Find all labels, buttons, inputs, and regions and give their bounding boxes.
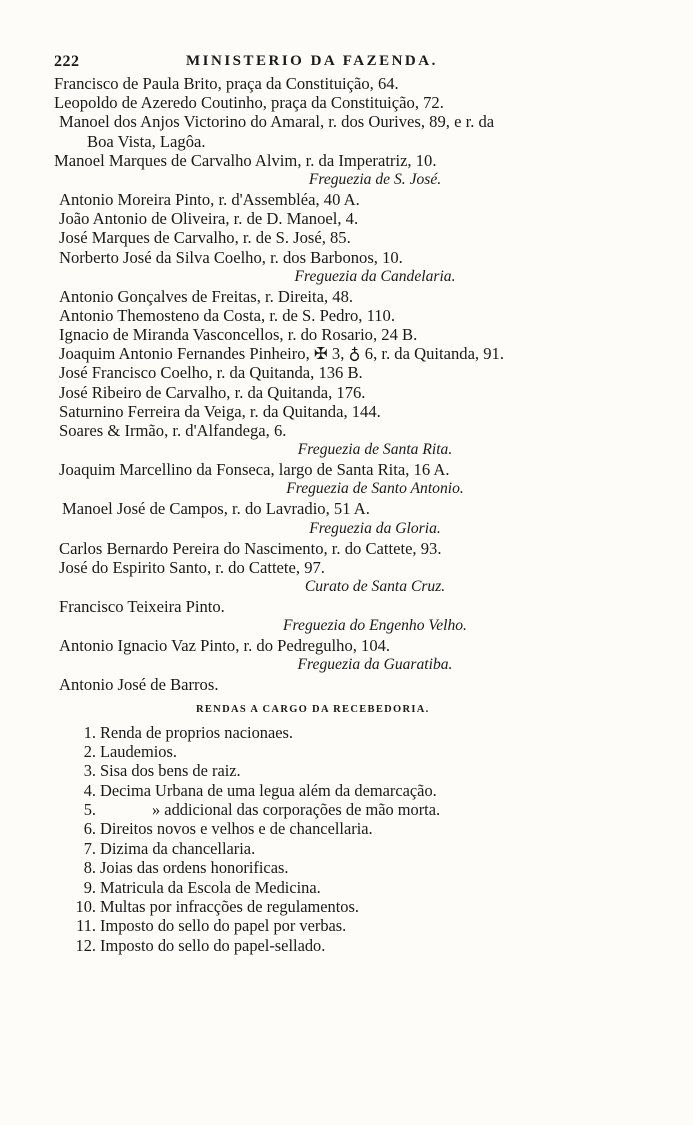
item-number: 5. bbox=[83, 800, 96, 820]
section-heading: Freguezia da Gloria. bbox=[309, 519, 441, 537]
section-guaratiba bbox=[54, 655, 666, 694]
item-text: Matricula da Escola de Medicina. bbox=[100, 877, 321, 897]
item-number: 4. bbox=[83, 780, 96, 800]
section-heading: Freguezia da Guaratiba. bbox=[297, 656, 453, 674]
item-text: Multas por infracções de regulamentos. bbox=[100, 897, 359, 917]
item-text: Direitos novos e velhos e de chancellaria. bbox=[100, 819, 373, 839]
list-item bbox=[54, 936, 666, 955]
list-item bbox=[54, 839, 666, 858]
list-item: Francisco Teixeira Pinto. bbox=[59, 596, 225, 616]
section-santa-cruz bbox=[54, 577, 666, 616]
item-number: 2. bbox=[83, 741, 96, 761]
entry-list-top bbox=[54, 74, 666, 170]
list-item: Antonio Moreira Pinto, r. d'Assembléa, 40 A. bbox=[59, 189, 360, 209]
item-number: 10. bbox=[75, 897, 96, 917]
list-item: Saturnino Ferreira da Veiga, r. da Quitanda, 144. bbox=[59, 401, 381, 421]
list-item: José Ribeiro de Carvalho, r. da Quitanda, 176. bbox=[59, 382, 366, 402]
running-title: MINISTERIO DA FAZENDA. bbox=[186, 53, 438, 69]
list-item: Leopoldo de Azeredo Coutinho, praça da Constituição, 72. bbox=[54, 93, 444, 113]
section-engenho-velho bbox=[54, 616, 666, 655]
list-item: Manoel dos Anjos Victorino do Amaral, r. dos Ourives, 89, e r. da bbox=[59, 112, 495, 132]
item-text: » addicional das corporações de mão morta. bbox=[152, 800, 441, 820]
list-item bbox=[54, 723, 666, 742]
item-text: Dizima da chancellaria. bbox=[100, 838, 256, 858]
list-item bbox=[54, 858, 666, 877]
item-text: Imposto do sello do papel por verbas. bbox=[100, 916, 347, 936]
section-heading: Freguezia do Engenho Velho. bbox=[283, 617, 467, 635]
page-number: 222 bbox=[54, 53, 80, 70]
item-text: Joias das ordens honorificas. bbox=[100, 858, 289, 878]
list-item: Joaquim Marcellino da Fonseca, largo de Santa Rita, 16 A. bbox=[59, 460, 450, 480]
item-text: Sisa dos bens de raiz. bbox=[100, 761, 241, 781]
list-item: Carlos Bernardo Pereira do Nascimento, r. do Cattete, 93. bbox=[59, 538, 442, 558]
list-item: Joaquim Antonio Fernandes Pinheiro, ✠ 3, ♁ 6, r. da Quitanda, 91. bbox=[59, 344, 504, 364]
list-item bbox=[54, 897, 666, 916]
item-text: Laudemios. bbox=[100, 741, 177, 761]
list-item: Soares & Irmão, r. d'Alfandega, 6. bbox=[59, 421, 287, 440]
item-number: 1. bbox=[83, 722, 96, 742]
item-number: 9. bbox=[83, 877, 96, 897]
list-item: Antonio Gonçalves de Freitas, r. Direita, 48. bbox=[59, 286, 354, 306]
section-candelaria bbox=[54, 267, 666, 441]
section-heading: Curato de Santa Cruz. bbox=[304, 577, 446, 595]
item-number: 8. bbox=[83, 858, 96, 878]
list-item-continuation: Boa Vista, Lagôa. bbox=[87, 131, 206, 151]
list-item: Antonio José de Barros. bbox=[59, 675, 219, 695]
section-heading: Freguezia de S. José. bbox=[308, 170, 442, 188]
item-number: 3. bbox=[83, 761, 96, 781]
list-item: Manoel José de Campos, r. do Lavradio, 51 A. bbox=[62, 499, 370, 519]
page-header bbox=[54, 53, 524, 75]
rendas-list bbox=[54, 723, 666, 956]
item-number: 7. bbox=[83, 838, 96, 858]
list-item bbox=[54, 819, 666, 838]
rendas-heading: RENDAS A CARGO DA RECEBEDORIA. bbox=[196, 703, 430, 715]
item-text: Renda de proprios nacionaes. bbox=[100, 722, 293, 742]
list-item: Antonio Themosteno da Costa, r. de S. Pedro, 110. bbox=[59, 305, 395, 325]
list-item bbox=[54, 878, 666, 897]
list-item: Ignacio de Miranda Vasconcellos, r. do Rosario, 24 B. bbox=[59, 325, 418, 345]
list-item: Antonio Ignacio Vaz Pinto, r. do Pedregulho, 104. bbox=[59, 636, 391, 656]
section-sao-jose bbox=[54, 170, 666, 267]
list-item bbox=[54, 781, 666, 800]
section-santo-antonio bbox=[54, 479, 666, 518]
list-item bbox=[54, 800, 666, 819]
item-number: 11. bbox=[76, 916, 96, 936]
list-item bbox=[54, 742, 666, 761]
list-item: José Marques de Carvalho, r. de S. José, 85. bbox=[59, 228, 351, 248]
list-item: Francisco de Paula Brito, praça da Constituição, 64. bbox=[54, 74, 399, 93]
section-heading: Freguezia de Santo Antonio. bbox=[286, 480, 464, 498]
list-item: José Francisco Coelho, r. da Quitanda, 136 B. bbox=[59, 363, 363, 383]
list-item bbox=[54, 916, 666, 935]
list-item: Manoel Marques de Carvalho Alvim, r. da Imperatriz, 10. bbox=[54, 150, 437, 170]
item-number: 12. bbox=[75, 935, 96, 955]
section-gloria bbox=[54, 519, 666, 577]
page-body bbox=[54, 74, 666, 955]
section-santa-rita bbox=[54, 440, 666, 479]
item-text: Imposto do sello do papel-sellado. bbox=[100, 935, 326, 955]
item-number: 6. bbox=[83, 819, 96, 839]
list-item: José do Espirito Santo, r. do Cattete, 97. bbox=[59, 557, 325, 577]
section-heading: Freguezia de Santa Rita. bbox=[297, 441, 453, 459]
list-item: Norberto José da Silva Coelho, r. dos Barbonos, 10. bbox=[59, 247, 403, 267]
list-item: João Antonio de Oliveira, r. de D. Manoel, 4. bbox=[59, 209, 359, 229]
item-text: Decima Urbana de uma legua além da demarcação. bbox=[100, 780, 437, 800]
list-item bbox=[54, 761, 666, 780]
section-heading: Freguezia da Candelaria. bbox=[294, 267, 456, 285]
